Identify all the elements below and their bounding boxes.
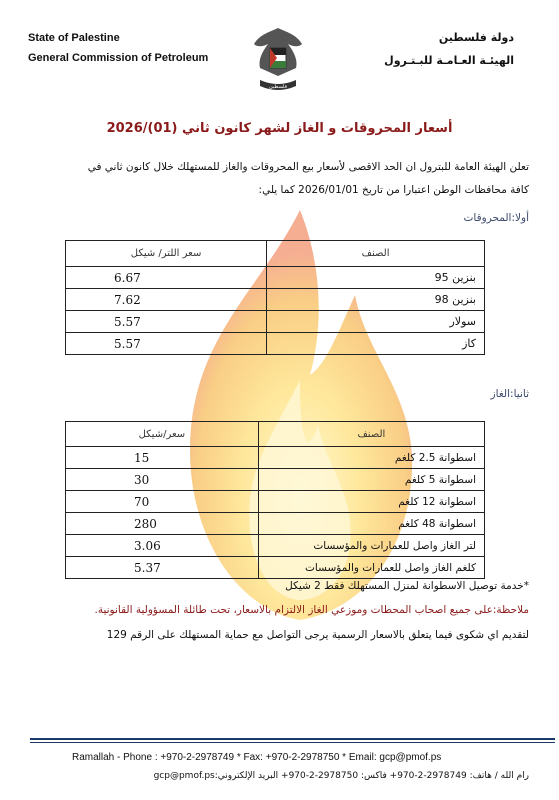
fuel-item-price: 7.62 [66, 289, 267, 311]
gas-item-name: كلغم الغاز واصل للعمارات والمؤسسات [258, 557, 484, 579]
table-header-row [66, 422, 485, 447]
footer-rule [30, 738, 555, 740]
table-row [66, 311, 485, 333]
delivery-note: *خدمة توصيل الاسطوانة لمنزل المستهلك فقط 2 شيكل [285, 580, 529, 592]
intro-line-2: كافة محافظات الوطن اعتبارا من تاريخ 2026/01/01 كما يلي: [258, 184, 529, 196]
fuel-item-price: 5.57 [66, 333, 267, 355]
document-title: أسعار المحروقات و الغاز لشهر كانون ثاني (01)/2026 [106, 121, 453, 136]
gas-price-table [65, 421, 485, 579]
state-name-en: State of Palestine [28, 32, 120, 44]
fuel-item-name: كاز [267, 333, 485, 355]
complaints-note: لتقديم اي شكوى فيما يتعلق بالاسعار الرسمية يرجى التواصل مع حماية المستهلك على الرقم 129 [106, 629, 529, 641]
gas-item-name: اسطوانة 12 كلغم [258, 491, 484, 513]
table-row [66, 469, 485, 491]
table-row [66, 333, 485, 355]
gas-item-price: 70 [66, 491, 259, 513]
column-header-price: سعر اللتر/ شيكل [66, 241, 267, 267]
legal-remark: ملاحظة:على جميع اصحاب المحطات وموزعي الغاز الالتزام بالاسعار، تحت طائلة المسؤولية القانونية. [94, 604, 529, 616]
intro-paragraph [29, 156, 529, 202]
column-header-price: سعر/شيكل [66, 422, 259, 447]
footer-rule-thin [30, 742, 555, 743]
gas-item-name: اسطوانة 2.5 كلغم [258, 447, 484, 469]
palestine-emblem-icon [250, 22, 306, 96]
gas-item-name: اسطوانة 48 كلغم [258, 513, 484, 535]
gas-item-price: 280 [66, 513, 259, 535]
table-row [66, 535, 485, 557]
table-row [66, 289, 485, 311]
table-row [66, 557, 485, 579]
emblem-scroll-text: فلسطين [269, 84, 287, 90]
commission-name-en: General Commission of Petroleum [28, 52, 209, 64]
header-english [28, 28, 208, 68]
gas-item-name: اسطوانة 5 كلغم [258, 469, 484, 491]
footer-contact-ar: رام الله / هاتف: 2978749-2-970+ فاكس: 2978750-2-970+ البريد الإلكتروني:gcp@pmof.ps [153, 771, 529, 781]
table-row [66, 447, 485, 469]
gas-item-price: 30 [66, 469, 259, 491]
gas-section-label: ثانيا:الغاز [490, 388, 529, 400]
fuel-item-name: بنزين 98 [267, 289, 485, 311]
gas-item-name: لتر الغاز واصل للعمارات والمؤسسات [258, 535, 484, 557]
fuel-section-label: أولا:المحروقات [463, 212, 529, 224]
fuel-item-name: بنزين 95 [267, 267, 485, 289]
table-header-row [66, 241, 485, 267]
table-row [66, 513, 485, 535]
intro-line-1: تعلن الهيئة العامة للبترول ان الحد الاقصى لأسعار بيع المحروقات والغاز للمستهلك خلال كانون ثاني في [87, 161, 529, 173]
fuel-item-name: سولار [267, 311, 485, 333]
column-header-item: الصنف [258, 422, 484, 447]
table-row [66, 491, 485, 513]
fuel-price-table [65, 240, 485, 355]
table-row [66, 267, 485, 289]
header-arabic [384, 26, 514, 72]
state-name-ar: دولة فلسطين [438, 31, 514, 44]
gas-item-price: 5.37 [66, 557, 259, 579]
column-header-item: الصنف [267, 241, 485, 267]
gas-item-price: 3.06 [66, 535, 259, 557]
gas-item-price: 15 [66, 447, 259, 469]
commission-name-ar: الهيئـة العـامـة للبـتـرول [384, 54, 514, 67]
fuel-item-price: 5.57 [66, 311, 267, 333]
footer-contact-en: Ramallah - Phone : +970-2-2978749 * Fax: +970-2-2978750 * Email: gcp@pmof.ps [72, 752, 442, 763]
fuel-item-price: 6.67 [66, 267, 267, 289]
